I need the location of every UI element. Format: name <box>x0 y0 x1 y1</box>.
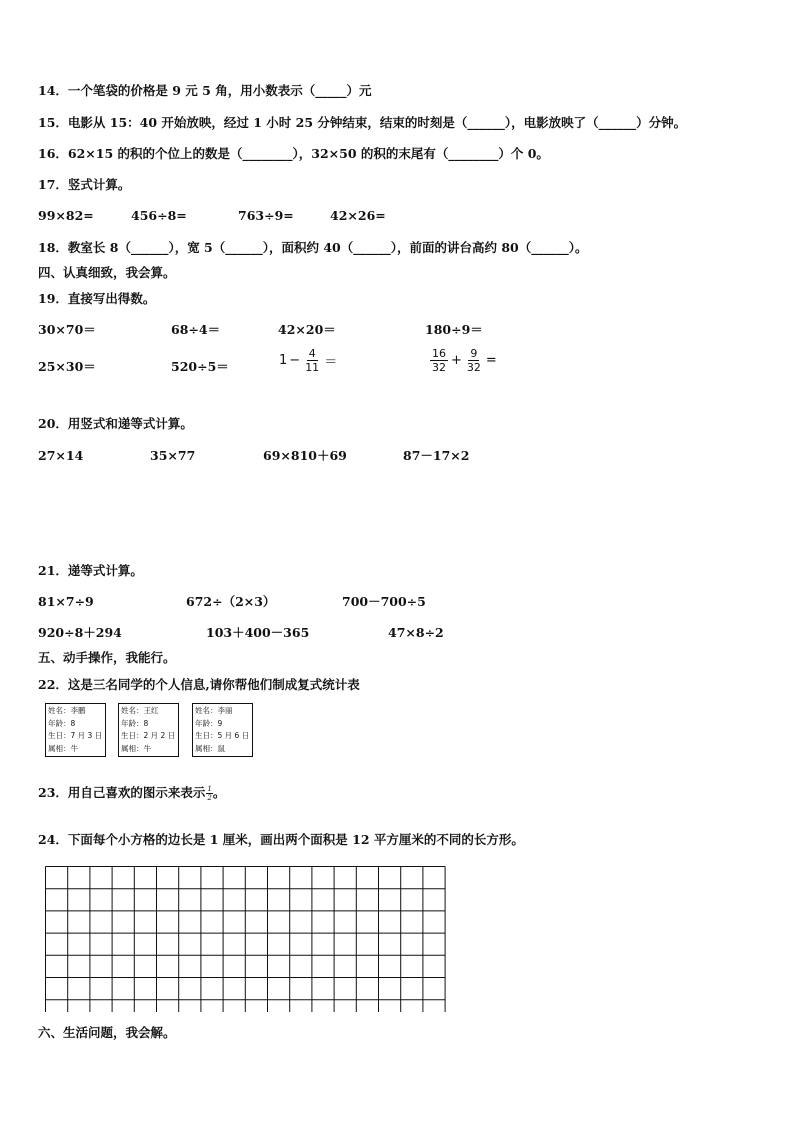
card-birthday: 生日：2 月 2 日 <box>121 731 176 740</box>
q19-item: 180÷9＝ <box>425 322 483 337</box>
card-name: 姓名：李鹏 <box>48 706 86 715</box>
numerator: 4 <box>308 347 316 360</box>
card-birthday: 生日：7 月 3 日 <box>48 731 103 740</box>
card-zodiac: 属相：鼠 <box>195 743 225 753</box>
q20-item: 87－17×2 <box>403 448 470 463</box>
fraction <box>430 347 448 374</box>
fraction <box>303 347 321 374</box>
q19-item: 68÷4＝ <box>171 322 221 337</box>
denominator: 32 <box>432 361 446 374</box>
q17-item: 763÷9= <box>238 208 294 223</box>
fraction <box>465 347 483 374</box>
square-grid[interactable] <box>45 866 447 1012</box>
numerator: 16 <box>432 347 446 360</box>
section-5-heading: 五、动手操作，我能行。 <box>38 650 176 665</box>
question-17-title: 17．竖式计算。 <box>38 177 131 192</box>
q19-item: 25×30＝ <box>38 359 96 374</box>
q20-item: 27×14 <box>38 448 84 463</box>
denominator: 2 <box>207 794 212 802</box>
student-info-card <box>45 703 106 757</box>
denominator: 11 <box>305 361 320 374</box>
denominator: 32 <box>466 361 481 374</box>
q21-item: 81×7÷9 <box>38 594 94 609</box>
card-name: 姓名：王红 <box>121 706 159 715</box>
q19-item: 520÷5＝ <box>171 359 229 374</box>
q20-item: 69×810＋69 <box>263 448 347 463</box>
equals-sign: = <box>485 353 497 368</box>
q21-item: 103＋400－365 <box>206 625 310 640</box>
question-19-title: 19．直接写出得数。 <box>38 291 156 306</box>
card-zodiac: 属相：牛 <box>48 743 78 753</box>
question-16: 16．62×15 的积的个位上的数是（________），32×50 的积的末尾有（________）个 0。 <box>38 146 549 161</box>
section-6-heading: 六、生活问题，我会解。 <box>38 1025 176 1040</box>
q19-item: 30×70＝ <box>38 322 96 337</box>
q20-item: 35×77 <box>150 448 196 463</box>
card-age: 年龄：8 <box>121 718 149 728</box>
question-21-title: 21．递等式计算。 <box>38 563 143 578</box>
question-18: 18．教室长 8（______），宽 5（______），面积约 40（______），前面的讲台高约 80（______）。 <box>38 240 588 255</box>
question-23 <box>38 785 225 802</box>
card-birthday: 生日：5 月 6 日 <box>195 731 250 740</box>
operator: + <box>451 353 462 368</box>
card-name: 姓名：李丽 <box>195 706 233 715</box>
q19-item: 42×20＝ <box>278 322 336 337</box>
question-15: 15．电影从 15：40 开始放映，经过 1 小时 25 分钟结束，结束的时刻是（______），电影放映了（______）分钟。 <box>38 115 687 130</box>
card-age: 年龄：8 <box>48 718 76 728</box>
q23-end: 。 <box>212 785 226 800</box>
equals-sign: ＝ <box>324 355 338 370</box>
q21-item: 47×8÷2 <box>388 625 444 640</box>
section-4-heading: 四、认真细致，我会算。 <box>38 265 176 280</box>
q21-item: 672÷（2×3） <box>186 594 276 609</box>
q21-item: 700－700÷5 <box>342 594 426 609</box>
q23-text: 23．用自己喜欢的图示来表示 <box>38 785 206 800</box>
q19-fraction-expression-1 <box>278 347 338 374</box>
student-info-card <box>118 703 179 757</box>
numerator: 9 <box>470 347 478 360</box>
question-24-title: 24．下面每个小方格的边长是 1 厘米，画出两个面积是 12 平方厘米的不同的长方形。 <box>38 832 524 847</box>
q19-fraction-expression-2 <box>428 347 498 374</box>
card-age: 年龄：9 <box>195 718 223 728</box>
numerator: 1 <box>207 785 212 793</box>
operator: − <box>289 353 301 368</box>
q17-item: 99×82= <box>38 208 94 223</box>
q17-item: 456÷8= <box>131 208 187 223</box>
q17-item: 42×26= <box>330 208 386 223</box>
question-22-title: 22．这是三名同学的个人信息,请你帮他们制成复式统计表 <box>38 677 360 692</box>
question-14: 14．一个笔袋的价格是 9 元 5 角，用小数表示（_____）元 <box>38 83 372 98</box>
whole-number: 1 <box>279 353 288 368</box>
card-zodiac: 属相：牛 <box>121 743 151 753</box>
q21-item: 920÷8＋294 <box>38 625 122 640</box>
student-info-card <box>192 703 253 757</box>
question-20-title: 20．用竖式和递等式计算。 <box>38 416 193 431</box>
